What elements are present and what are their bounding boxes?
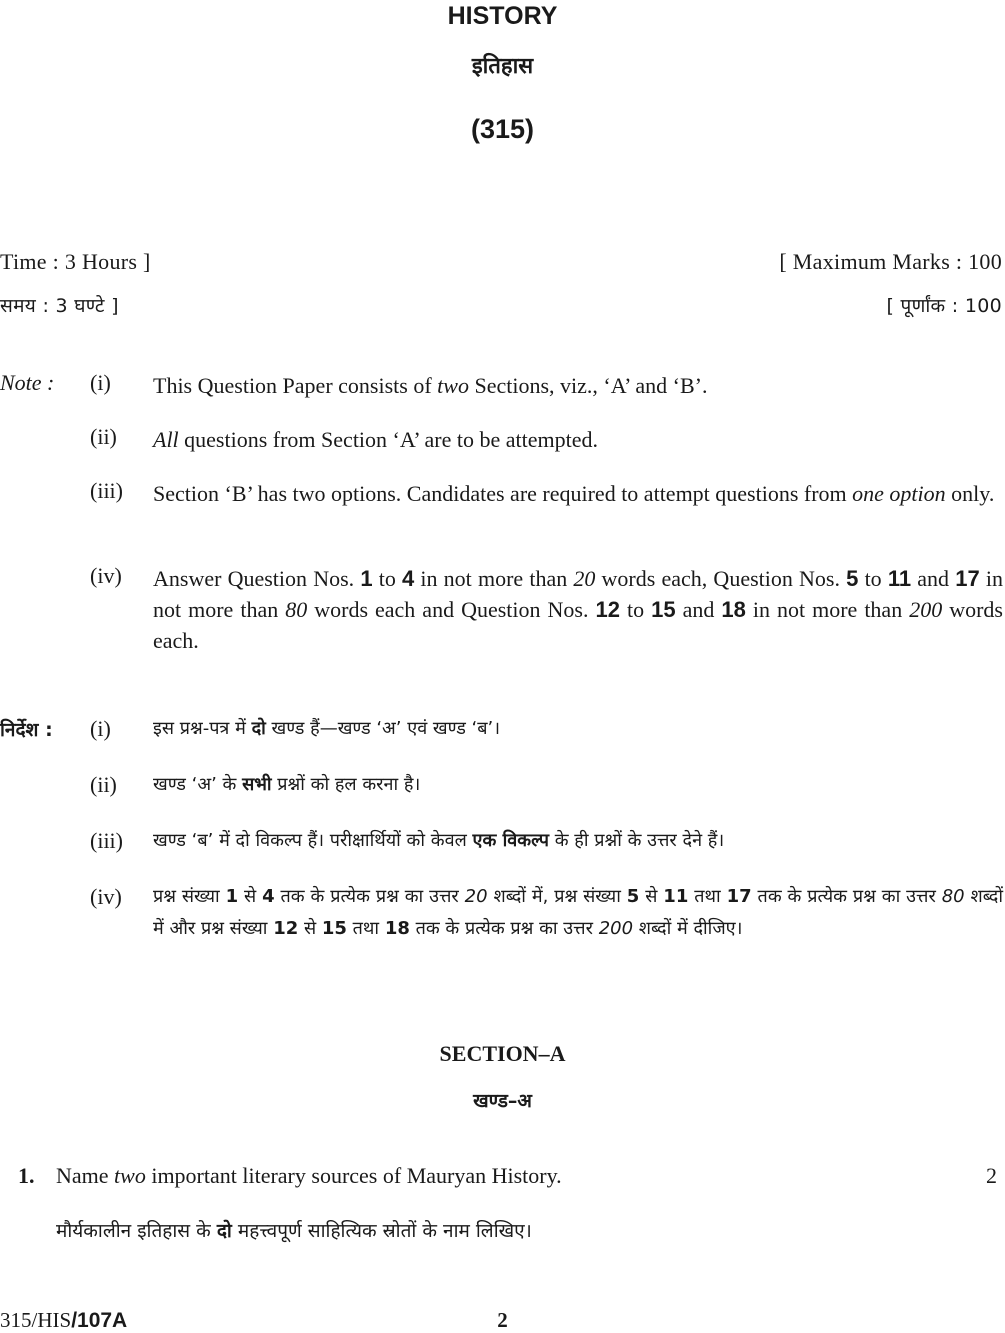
note-item-number: (iii) — [90, 478, 123, 503]
note-item-1: This Question Paper consists of two Sections, viz., ‘A’ and ‘B’. — [153, 373, 708, 398]
question-text-hindi: मौर्यकालीन इतिहास के दो महत्त्वपूर्ण साहित्यिक स्रोतों के नाम लिखिए। — [56, 1220, 532, 1242]
note-hindi-item-4: प्रश्न संख्या 1 से 4 तक के प्रत्येक प्रश्न का उत्तर 20 शब्दों में, प्रश्न संख्या 5 से 11 तथा 17 तक के प्रत्येक प्रश्न का उत्तर 80 शब्दों में और प्रश्न संख्या 12 से 15 तथा 18 तक के प्रत्येक प्रश्न का उत्तर 200 शब्दों में दीजिए। — [153, 886, 1003, 939]
note-item-3: Section ‘B’ has two options. Candidates are required to attempt questions from one option only. — [153, 481, 995, 506]
question-number: 1. — [18, 1163, 35, 1188]
note-item-number: (iv) — [90, 563, 122, 588]
section-title: SECTION–A — [439, 1041, 566, 1066]
note-item-number: (i) — [90, 370, 111, 395]
note-hindi-item-2: खण्ड ‘अ’ के सभी प्रश्नों को हल करना है। — [153, 774, 421, 795]
page-number: 2 — [497, 1308, 508, 1332]
question-text: Name two important literary sources of Mauryan History. — [56, 1163, 562, 1188]
note-item-number: (iv) — [90, 884, 122, 909]
paper-title-hindi: इतिहास — [471, 54, 534, 79]
maximum-marks-hindi: [ पूर्णांक : 100 — [886, 295, 1002, 317]
note-item-number: (i) — [90, 716, 111, 741]
section-title-hindi: खण्ड–अ — [473, 1090, 532, 1112]
note-item-number: (ii) — [90, 772, 117, 797]
question-marks: 2 — [986, 1163, 997, 1188]
note-hindi-item-1: इस प्रश्न-पत्र में दो खण्ड हैं—खण्ड ‘अ’ एवं खण्ड ‘ब’। — [153, 718, 501, 739]
maximum-marks: [ Maximum Marks : 100 — [779, 249, 1002, 274]
paper-title: HISTORY — [447, 2, 558, 30]
note-item-number: (ii) — [90, 424, 117, 449]
time-allowed: Time : 3 Hours ] — [0, 249, 151, 274]
footer-paper-code: 315/HIS/107A — [0, 1308, 128, 1332]
paper-code: (315) — [470, 114, 535, 144]
time-allowed-hindi: समय : 3 घण्टे ] — [0, 295, 119, 317]
note-label-hindi: निर्देश : — [0, 719, 53, 741]
note-label: Note : — [0, 370, 55, 395]
note-item-number: (iii) — [90, 828, 123, 853]
note-hindi-item-3: खण्ड ‘ब’ में दो विकल्प हैं। परीक्षार्थियों को केवल एक विकल्प के ही प्रश्नों के उत्तर देने हैं। — [153, 830, 725, 851]
note-item-2: All questions from Section ‘A’ are to be attempted. — [153, 427, 598, 452]
note-item-4: Answer Question Nos. 1 to 4 in not more than 20 words each, Question Nos. 5 to 11 and 17 in not more than 80 words each and Question Nos. 12 to 15 and 18 in not more than 200 words each. — [153, 566, 1003, 653]
